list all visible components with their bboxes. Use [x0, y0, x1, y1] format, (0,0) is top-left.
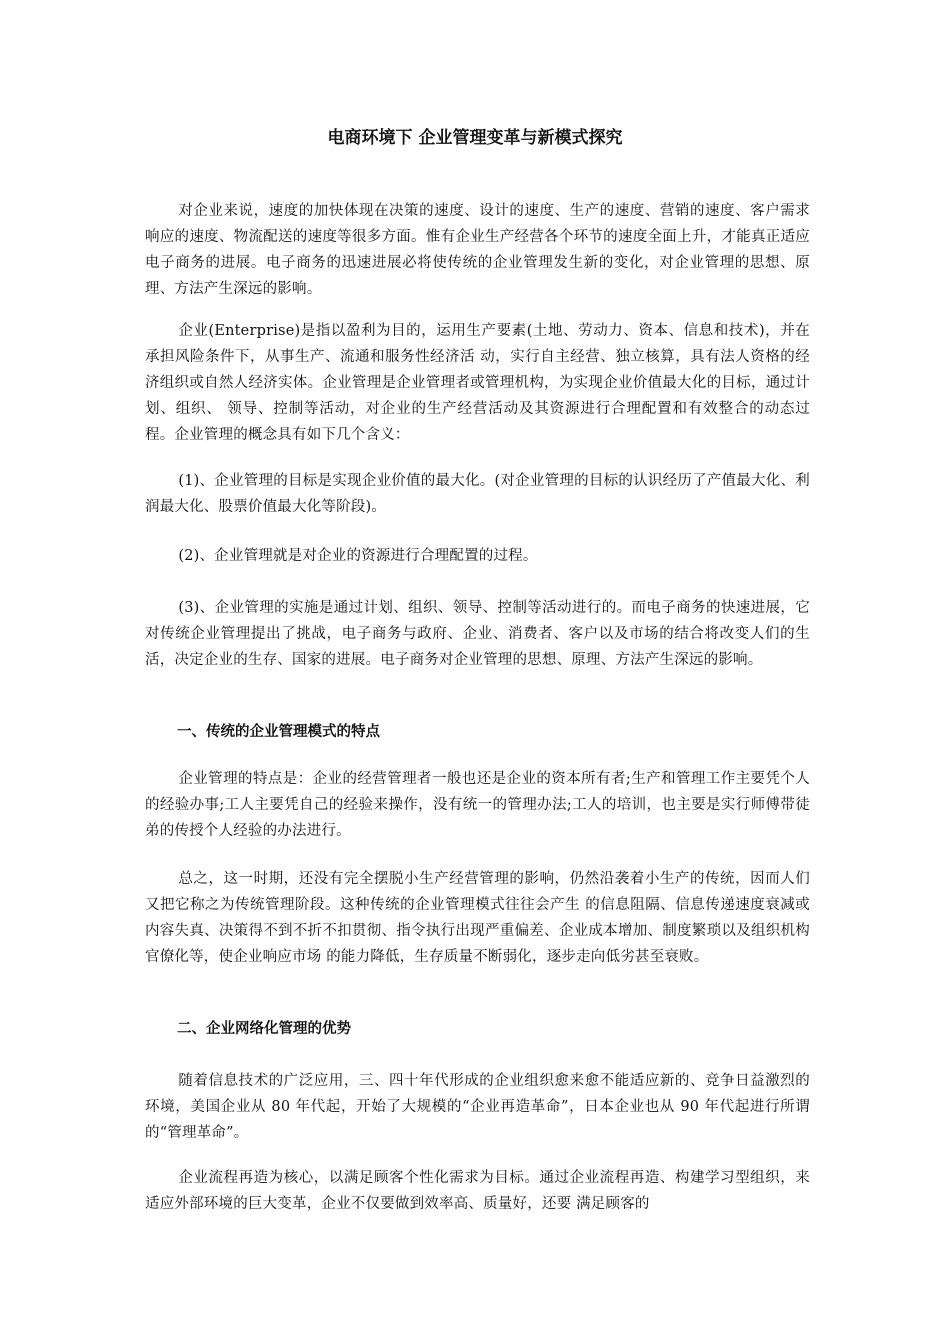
paragraph-summary: 总之，这一时期，还没有完全摆脱小生产经营管理的影响，仍然沿袭着小生产的传统，因而人们又把它称之为传统管理阶段。这种传统的企业管理模式往往会产生 的信息阻隔、信息传递速度衰减或内容失真、决策得不到不折不扣贯彻、指令执行出现严重偏差、企业成本增加、制度繁琐以及组织机构官僚化等，使企业响应市场 的能力降低，生存质量不断弱化，逐步走向低劣甚至衰败。 [145, 871, 810, 965]
paragraph-information-technology: 随着信息技术的广泛应用，三、四十年代形成的企业组织愈来愈不能适应新的、竞争日益激烈的环境，美国企业从 80 年代起，开始了大规模的“企业再造革命”，日本企业也从 90 年代起进行所谓的“管理革命”。 [145, 1073, 810, 1141]
paragraph-point-2: (2)、企业管理就是对企业的资源进行合理配置的过程。 [178, 548, 538, 564]
paragraph-traditional-characteristics: 企业管理的特点是：企业的经营管理者一般也还是企业的资本所有者;生产和管理工作主要凭个人的经验办事;工人主要凭自己的经验来操作，没有统一的管理办法;工人的培训，也主要是实行师傅带徒弟的传授个人经验的办法进行。 [145, 771, 810, 839]
paragraph-point-1: (1)、企业管理的目标是实现企业价值的最大化。(对企业管理的目标的认识经历了产值最大化、利润最大化、股票价值最大化等阶段)。 [145, 473, 810, 515]
paragraph-point-3: (3)、企业管理的实施是通过计划、组织、领导、控制等活动进行的。而电子商务的快速进展，它对传统企业管理提出了挑战，电子商务与政府、企业、消费者、客户以及市场的结合将改变人们的生活，决定企业的生存、国家的进展。电子商务对企业管理的思想、原理、方法产生深远的影响。 [145, 600, 810, 668]
section-heading-network-management: 二、企业网络化管理的优势 [177, 1021, 351, 1037]
paragraph-process-reengineering: 企业流程再造为核心，以满足顾客个性化需求为目标。通过企业流程再造、构建学习型组织，来适应外部环境的巨大变革，企业不仅要做到效率高、质量好，还要 满足顾客的 [145, 1170, 810, 1212]
section-heading-traditional-management: 一、传统的企业管理模式的特点 [177, 724, 380, 740]
paragraph-speed: 对企业来说，速度的加快体现在决策的速度、设计的速度、生产的速度、营销的速度、客户需求响应的速度、物流配送的速度等很多方面。惟有企业生产经营各个环节的速度全面上升，才能真正适应电子商务的进展。电子商务的迅速进展必将使传统的企业管理发生新的变化，对企业管理的思想、原理、方法产生深远的影响。 [145, 203, 810, 297]
document-title: 电商环境下 企业管理变革与新模式探究 [327, 128, 623, 148]
paragraph-enterprise-definition: 企业(Enterprise)是指以盈利为目的，运用生产要素(土地、劳动力、资本、信息和技术)，并在承担风险条件下，从事生产、流通和服务性经济活 动，实行自主经营、独立核算，具有法人资格的经济组织或自然人经济实体。企业管理是企业管理者或管理机构，为实现企业价值最大化的目标，通过计划、组织、 领导、控制等活动，对企业的生产经营活动及其资源进行合理配置和有效整合的动态过程。企业管理的概念具有如下几个含义： [145, 323, 810, 443]
